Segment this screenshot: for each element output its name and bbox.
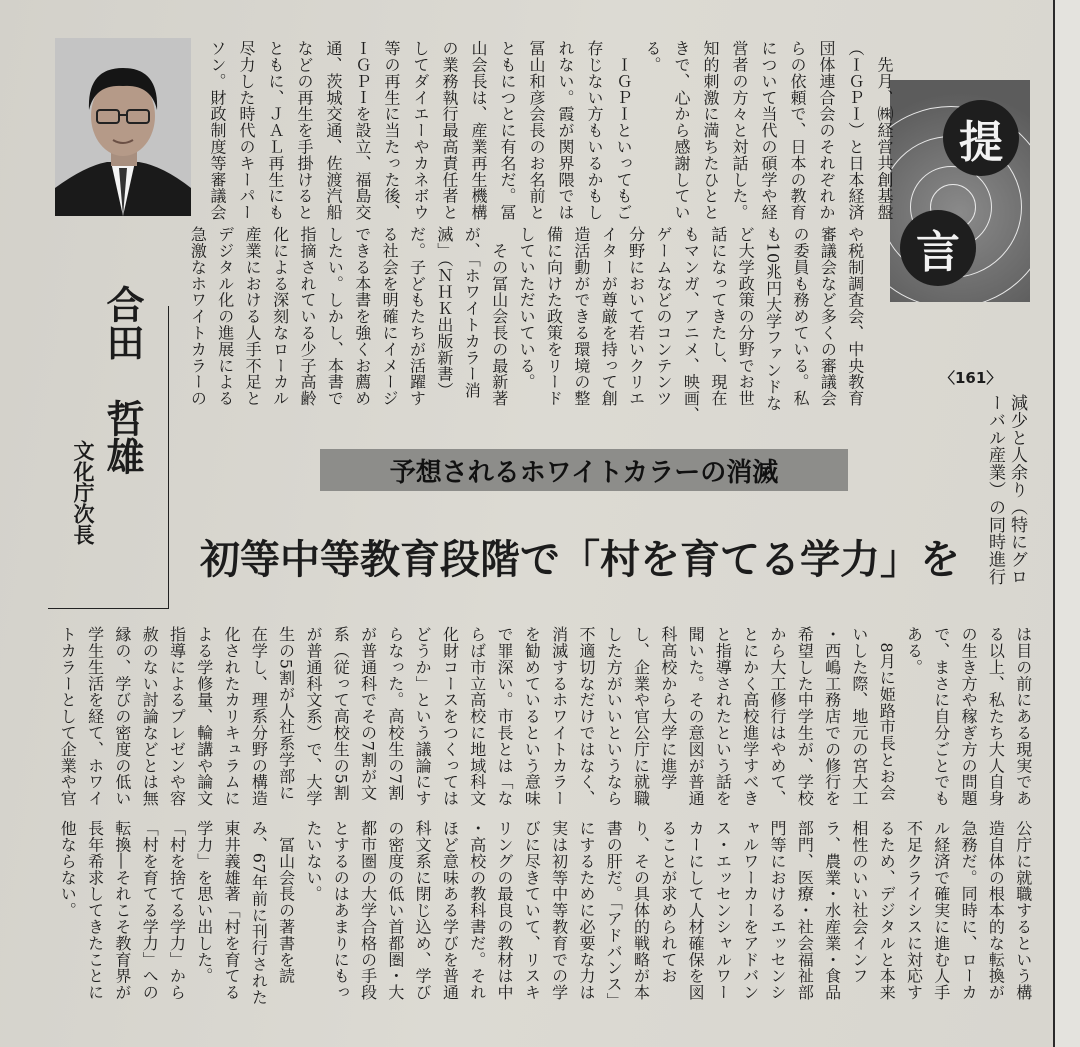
text-column: 冨山和彦会長のお名前と: [527, 40, 546, 221]
text-column: ほど意味ある学びを普通: [440, 820, 460, 1001]
text-column: から大工修行はやめて、: [768, 626, 788, 807]
text-column: 存じない方もいるかもし: [585, 40, 604, 221]
text-column: る社会を明確にイメージ: [380, 226, 400, 407]
text-column: してダイエーやカネボウ: [411, 40, 430, 221]
text-column: ＩＧＰＩを設立、福島交: [353, 40, 372, 221]
text-column: 化されたカリキュラムに: [222, 626, 242, 807]
text-column: 在学し、理系分野の構造: [249, 626, 269, 807]
text-column: 「村を育てる学力」への: [140, 820, 160, 1001]
text-column: 科文系に閉じ込め、学び: [413, 820, 433, 1001]
text-column: の業務執行最高責任者と: [440, 40, 459, 221]
text-column: 書の肝だ。「アドバンス」: [604, 820, 624, 1009]
text-column: ル経済で確実に進む人手: [931, 820, 951, 1001]
text-column: 分野において若いクリエ: [626, 226, 646, 407]
text-column: 系（従って高校生の5割: [331, 626, 351, 801]
body-bottom-upper-tier: [52, 626, 1035, 816]
text-column: を勧めているという意味: [522, 626, 542, 807]
author-photo: [55, 38, 191, 216]
text-column: 長年希求してきたことに: [85, 820, 105, 1001]
text-column: 通、茨城交通、佐渡汽船: [324, 40, 343, 221]
text-column: 指摘されている少子高齢: [297, 226, 317, 407]
text-column: 8月に姫路市長とお会: [877, 626, 897, 801]
text-column: で罪深い。市長とは「な: [495, 626, 515, 807]
body-top-tier: [200, 40, 896, 220]
body-bottom-lower-tier: [52, 820, 1035, 1010]
text-column: イターが尊厳を持って創: [599, 226, 619, 407]
text-column: ある。: [904, 626, 924, 676]
text-column: 希望した中学生が、学校: [795, 626, 815, 807]
author-title: 文化庁次長: [71, 440, 95, 545]
series-number: 〈161〉: [940, 369, 1002, 387]
text-column: 生の5割が人社系学部に: [276, 626, 296, 801]
text-column: 実は初等中等教育での学: [549, 820, 569, 1001]
text-column: 赦のない討論などとは無: [140, 626, 160, 807]
text-column: たいない。: [303, 820, 323, 902]
text-column: 転換―それこそ教育界が: [112, 820, 132, 1001]
body-right-column: [986, 394, 1030, 614]
text-column: ス・エッセンシャルワー: [713, 820, 733, 1001]
text-column: らば市立高校に地域科文: [467, 626, 487, 807]
text-column: は目の前にある現実であ: [1013, 626, 1033, 807]
text-column: とするのはあまりにもっ: [331, 820, 351, 1001]
text-column: 部門、医療・社会福祉部: [795, 820, 815, 1001]
subheadline-banner: [320, 449, 848, 491]
text-column: と指導されたという話を: [713, 626, 733, 807]
series-logo: [890, 80, 1030, 302]
text-column: が、「ホワイトカラー消: [462, 226, 482, 399]
text-column: の密度の低い首都圏・大: [385, 820, 405, 1001]
text-column: が普通科文系）で、大学: [303, 626, 323, 807]
text-column: れない。霞が関界隈では: [556, 40, 575, 221]
text-column: びに尽きていて、リスキ: [522, 820, 542, 1001]
text-column: 急務だ。同時に、ローカ: [959, 820, 979, 1001]
text-column: 不足クライシスに対応す: [904, 820, 924, 1001]
author-portrait-icon: [55, 38, 191, 216]
text-column: したい。しかし、本書で: [325, 226, 345, 407]
text-column: み、67年前に刊行された: [249, 820, 269, 1006]
body-middle-tier: [182, 226, 867, 423]
text-column: らの依頼で、日本の教育: [788, 40, 807, 221]
text-column: ゲームなどのコンテンツ: [654, 226, 674, 407]
text-column: 造活動ができる環境の整: [571, 226, 591, 407]
text-column: ＩＧＰＩといってもご: [614, 40, 633, 221]
text-column: 産業における人手不足と: [243, 226, 263, 407]
text-column: も10兆円大学ファンドな: [763, 226, 783, 412]
text-column: よる学修量、輪講や論文: [194, 626, 214, 807]
text-column: 等の再生に当たった後、: [382, 40, 401, 221]
text-column: もマンガ、アニメ、映画、: [681, 226, 701, 423]
text-column: 門等におけるエッセンシ: [768, 820, 788, 1001]
text-column: などの再生を手掛けると: [295, 40, 314, 221]
page-edge: [1055, 0, 1080, 1047]
text-column: 指導によるプレゼンや容: [167, 626, 187, 807]
text-column: 化による深刻なローカル: [270, 226, 290, 407]
text-column: 滅」（ＮＨＫ出版新書）: [434, 226, 454, 399]
text-column: らなった。高校生の7割: [385, 626, 405, 801]
text-column: きで、心から感謝してい: [672, 40, 691, 221]
headline: 初等中等教育段階で「村を育てる学力」を: [200, 536, 960, 583]
text-column: り、その具体的戦略が本: [631, 820, 651, 1001]
text-column: 学力」を思い出した。: [194, 820, 214, 984]
text-column: ・西嶋工務店での修行を: [822, 626, 842, 807]
text-column: 他ならない。: [58, 820, 78, 919]
text-column: ラ、農業・水産業・食品: [822, 820, 842, 1001]
text-column: デジタル化の進展による: [215, 226, 235, 407]
text-column: した方がいいというなら: [604, 626, 624, 807]
text-column: 急激なホワイトカラーの: [188, 226, 208, 407]
text-column: カーにして人材確保を図: [686, 820, 706, 1001]
text-column: 造自体の根本的な転換が: [986, 820, 1006, 1001]
text-column: にするために必要な力は: [576, 820, 596, 1001]
text-column: 備に向けた政策をリード: [544, 226, 564, 407]
text-column: 化財コースをつくっては: [440, 626, 460, 807]
text-column: ともにつとに有名だ。冨: [498, 40, 517, 221]
text-column: る以上、私たち大人自身: [986, 626, 1006, 807]
text-column: 「村を捨てる学力」から: [167, 820, 187, 1001]
text-column: が普通科でその7割が文: [358, 626, 378, 801]
author-name: 合田 哲雄: [100, 285, 145, 475]
text-column: の生き方や稼ぎ方の問題: [959, 626, 979, 807]
text-column: ともに、ＪＡＬ再生にも: [266, 40, 285, 221]
text-column: その冨山会長の最新著: [489, 226, 509, 407]
text-column: 減少と人余り（特にグロ: [1007, 394, 1027, 586]
logo-char-1: 提: [943, 100, 1019, 176]
text-column: （ＩＧＰＩ）と日本経済: [846, 40, 865, 221]
text-column: 先月、㈱経営共創基盤: [875, 40, 894, 221]
text-column: 縁の、学びの密度の低い: [112, 626, 132, 807]
text-column: 聞いた。その意図が普通: [686, 626, 706, 807]
text-column: 公庁に就職するという構: [1013, 820, 1033, 1001]
text-column: 東井義雄著「村を育てる: [222, 820, 242, 1001]
text-column: 冨山会長の著書を読: [276, 820, 296, 984]
text-column: 消滅するホワイトカラー: [549, 626, 569, 807]
text-column: る。: [643, 40, 662, 73]
text-column: で、まさに自分ごとでも: [931, 626, 951, 807]
text-column: していただいている。: [517, 226, 537, 390]
text-column: 学生生活を経て、ホワイ: [85, 626, 105, 807]
text-column: いした際、地元の宮大工: [849, 626, 869, 807]
text-column: 都市圏の大学合格の手段: [358, 820, 378, 1001]
text-column: リングの最良の教材は中: [495, 820, 515, 1001]
text-column: できる本書を強くお薦め: [352, 226, 372, 407]
text-column: 話になってきたし、現在: [708, 226, 728, 407]
text-column: し、企業や官公庁に就職: [631, 626, 651, 807]
text-column: ど大学政策の分野でお世: [736, 226, 756, 407]
text-column: 尽力した時代のキーパー: [237, 40, 256, 221]
subheadline: 予想されるホワイトカラーの消滅: [389, 457, 779, 488]
text-column: とにかく高校進学すべき: [740, 626, 760, 807]
text-column: 営者の方々と対話した。: [730, 40, 749, 221]
text-column: だ。子どもたちが活躍す: [407, 226, 427, 407]
text-column: ることが求められてお: [658, 820, 678, 984]
text-column: どうか」という議論にす: [413, 626, 433, 807]
text-column: 山会長は、産業再生機構: [469, 40, 488, 221]
text-column: ャルワーカーをアドバン: [740, 820, 760, 1001]
text-column: ソン。財政制度等審議会: [208, 40, 227, 221]
text-column: るため、デジタルと本来: [877, 820, 897, 1001]
text-column: 審議会など多くの審議会: [818, 226, 838, 407]
text-column: 知的刺激に満ちたひとと: [701, 40, 720, 221]
text-column: について当代の碩学や経: [759, 40, 778, 221]
text-column: や税制調査会、中央教育: [845, 226, 865, 407]
text-column: の委員も務めている。私: [790, 226, 810, 407]
text-column: 科高校から大学に進学: [658, 626, 678, 790]
text-column: 団体連合会のそれぞれか: [817, 40, 836, 221]
text-column: ・高校の教科書だ。それ: [467, 820, 487, 1001]
text-column: トカラーとして企業や官: [58, 626, 78, 807]
text-column: ーバル産業）の同時進行: [985, 394, 1005, 586]
logo-char-2: 言: [900, 210, 976, 286]
text-column: 不適切なだけではなく、: [576, 626, 596, 807]
text-column: 相性のいい社会インフ: [849, 820, 869, 984]
